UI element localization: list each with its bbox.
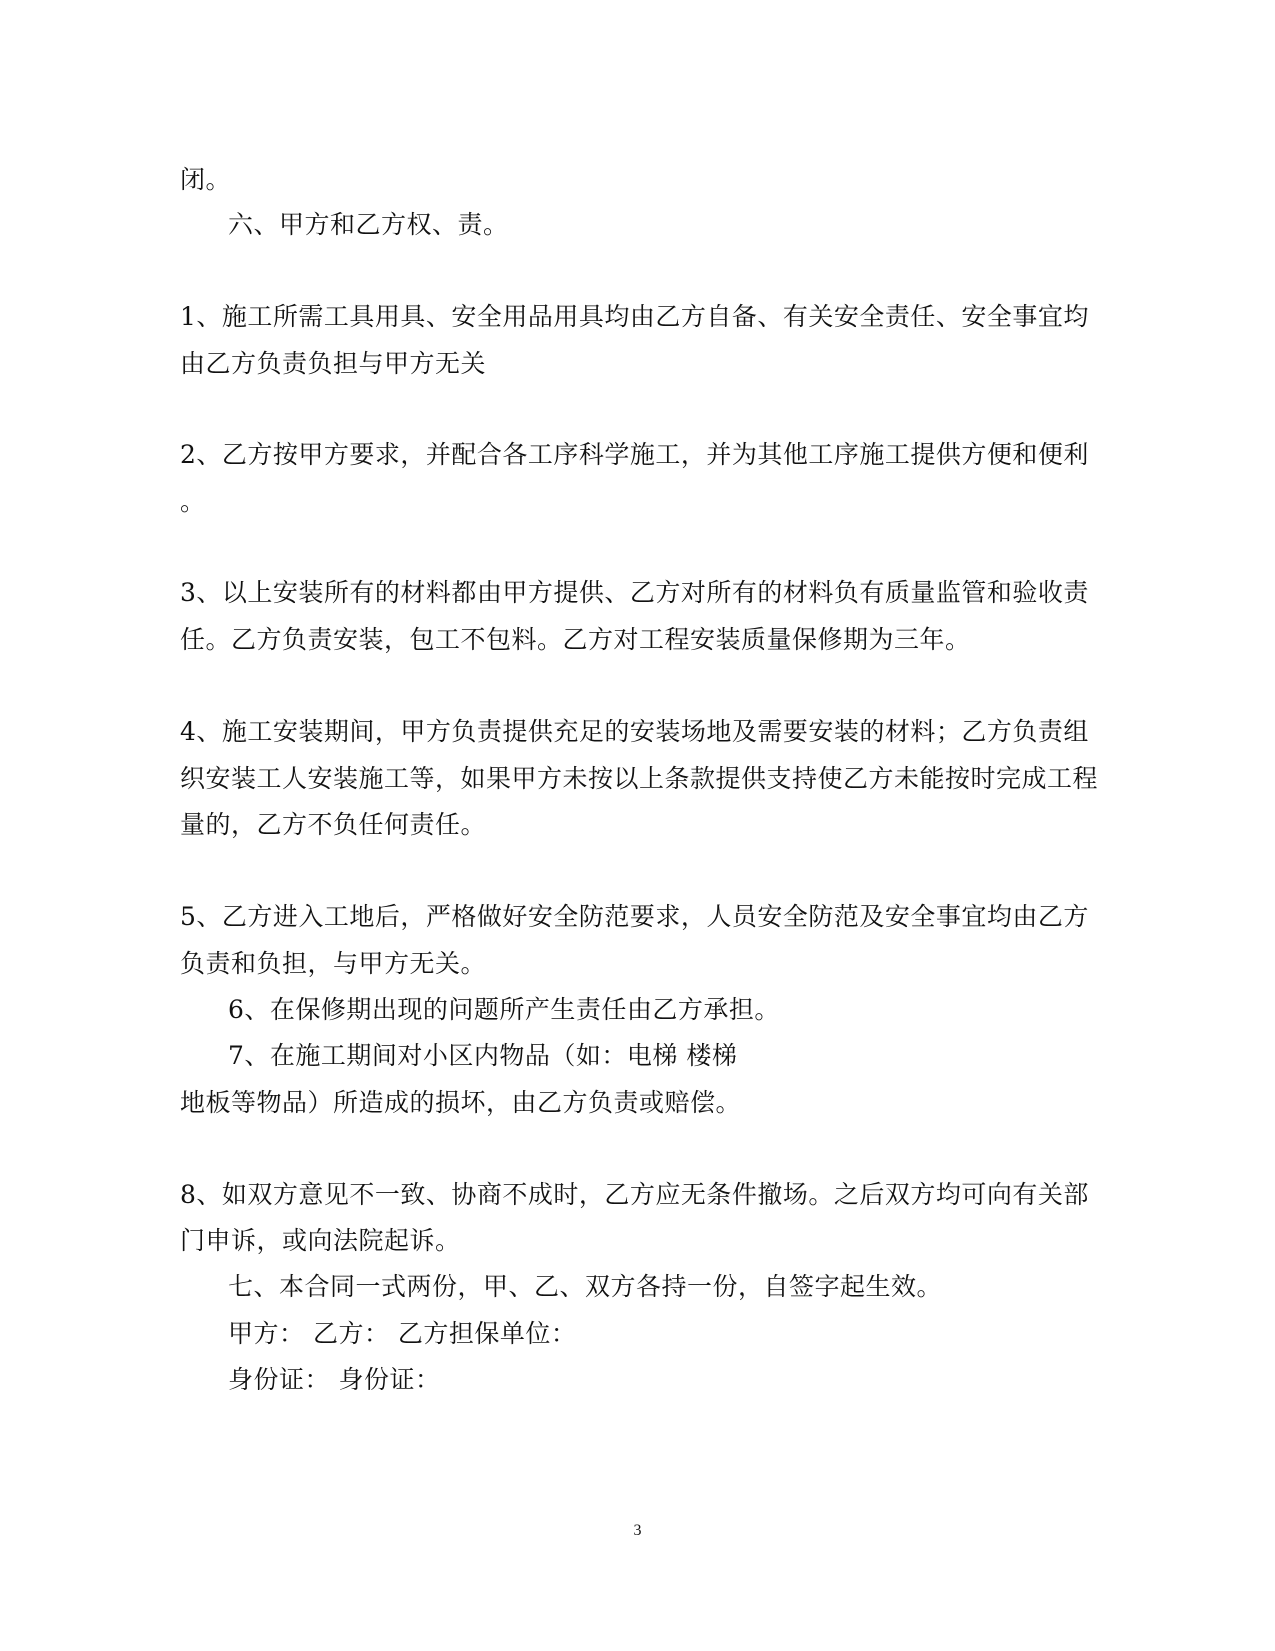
id-card-fields: 身份证： 身份证： [228, 1365, 441, 1394]
section-heading-6: 六、甲方和乙方权、责。 [228, 210, 509, 239]
clause-2-line-1: 2、乙方按甲方要求，并配合各工序科学施工，并为其他工序施工提供方便和便利 [180, 440, 1089, 469]
clause-1-line-1: 1、施工所需工具用具、安全用品用具均由乙方自备、有关安全责任、安全事宜均 [180, 302, 1089, 331]
signature-parties: 甲方： 乙方： 乙方担保单位： [228, 1319, 577, 1348]
clause-8-line-2: 门申诉，或向法院起诉。 [180, 1226, 461, 1255]
clause-4-line-1: 4、施工安装期间，甲方负责提供充足的安装场地及需要安装的材料；乙方负责组 [180, 717, 1089, 746]
clause-3-line-1: 3、以上安装所有的材料都由甲方提供、乙方对所有的材料负有质量监管和验收责 [180, 578, 1089, 607]
clause-5-line-2: 负责和负担，与甲方无关。 [180, 949, 487, 978]
section-heading-7: 七、本合同一式两份，甲、乙、双方各持一份，自签字起生效。 [228, 1272, 943, 1301]
page-number: 3 [633, 1522, 642, 1539]
clause-4-line-3: 量的，乙方不负任何责任。 [180, 810, 487, 839]
clause-4-line-2: 织安装工人安装施工等，如果甲方未按以上条款提供支持使乙方未能按时完成工程 [180, 764, 1099, 793]
clause-5-line-1: 5、乙方进入工地后，严格做好安全防范要求，人员安全防范及安全事宜均由乙方 [180, 902, 1089, 931]
clause-3-line-2: 任。乙方负责安装，包工不包料。乙方对工程安装质量保修期为三年。 [180, 625, 971, 654]
clause-1-line-2: 由乙方负责负担与甲方无关 [180, 349, 487, 378]
clause-6: 6、在保修期出现的问题所产生责任由乙方承担。 [228, 995, 780, 1024]
clause-8-line-1: 8、如双方意见不一致、协商不成时，乙方应无条件撤场。之后双方均可向有关部 [180, 1180, 1089, 1209]
clause-2-line-2: 。 [180, 487, 206, 516]
clause-7-line-2: 地板等物品）所造成的损坏，由乙方负责或赔偿。 [180, 1088, 742, 1117]
text-line-continuation: 闭。 [180, 165, 232, 194]
clause-7-line-1: 7、在施工期间对小区内物品（如：电梯 楼梯 [228, 1041, 738, 1070]
